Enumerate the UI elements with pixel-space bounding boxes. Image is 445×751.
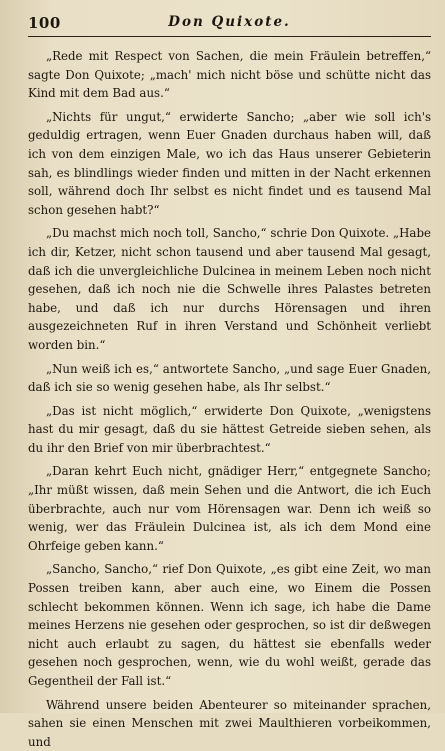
paragraph: „Nichts für ungut,“ erwiderte Sancho; „aber wie soll ich's geduldig ertragen, wenn Euer Gnaden durchaus haben will, daß ich von dem einzigen Male, wo ich das Haus unserer Gebieterin sah, es blindlings wieder finden und mitten in der Nacht erkennen soll, während doch Ihr selbst es nicht findet und es tausend Mal schon gesehen habt?“ [28,109,431,217]
paragraph: Während unsere beiden Abenteurer so miteinander sprachen, sahen sie einen Menschen mit zwei Maulthieren vorbeikommen, und [28,697,431,749]
page-number: 100 [28,14,61,32]
paragraph: „Sancho, Sancho,“ rief Don Quixote, „es gibt eine Zeit, wo man Possen treiben kann, aber auch eine, wo Einem die Possen schlecht bekommen können. Wenn ich sage, ich habe die Dame meines Herzens nie gesehen oder gesprochen, so ist dir deßwegen nicht auch erlaubt zu sagen, du hättest sie ebenfalls weder gesehen noch gesprochen, wenn, wie du wohl weißt, gerade das Gegentheil der Fall ist.“ [28,562,431,688]
page-header [28,14,431,37]
body-text [28,47,431,751]
paragraph: „Rede mit Respect von Sachen, die mein Fräulein betreffen,“ sagte Don Quixote; „mach' mich nicht böse und schütte nicht das Kind mit dem Bad aus.“ [28,49,431,101]
paragraph: „Daran kehrt Euch nicht, gnädiger Herr,“ entgegnete Sancho; „Ihr müßt wissen, daß mein Sehen und die Antwort, die ich Euch überbrachte, auch nur vom Hörensagen war. Denn ich weiß so wenig, wer das Fräulein Dulcinea ist, als ich dem Mond eine Ohrfeige geben kann.“ [28,464,431,553]
paragraph: „Du machst mich noch toll, Sancho,“ schrie Don Quixote. „Habe ich dir, Ketzer, nicht schon tausend und aber tausend Mal gesagt, daß ich die unvergleichliche Dulcinea in meinem Leben noch nicht gesehen, daß ich noch nie die Schwelle ihres Palastes betreten habe, und daß ich nur durchs Hörensagen und ihren ausgezeichneten Ruf in ihren Verstand und Schönheit verliebt worden bin.“ [28,226,431,352]
running-title: Don Quixote. [168,14,291,30]
paragraph: „Das ist nicht möglich,“ erwiderte Don Quixote, „wenigstens hast du mir gesagt, daß du sie hättest Getreide sieben sehen, als du ihr den Brief von mir überbrachtest.“ [28,403,431,455]
paragraph: „Nun weiß ich es,“ antwortete Sancho, „und sage Euer Gnaden, daß ich sie so wenig gesehen habe, als Ihr selbst.“ [28,361,431,395]
